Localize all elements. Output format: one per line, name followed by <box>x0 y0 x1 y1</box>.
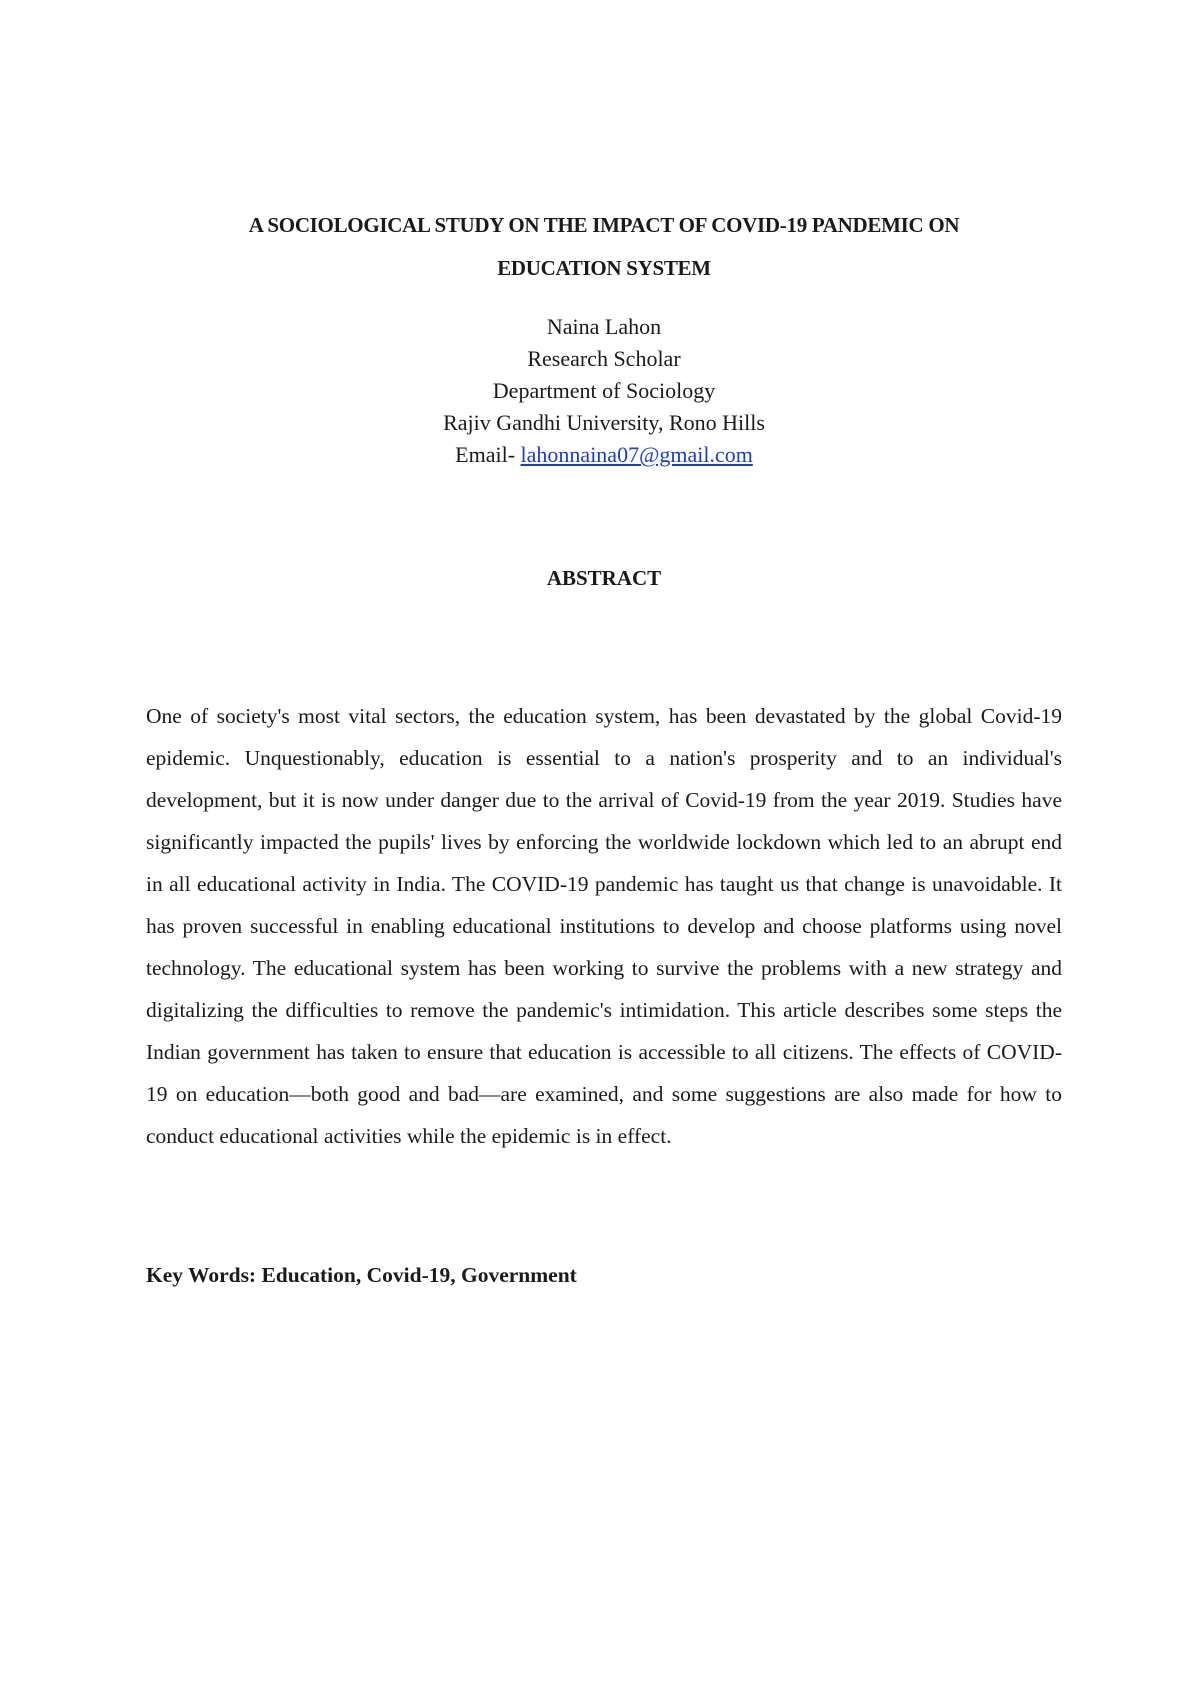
author-position: Research Scholar <box>527 346 681 371</box>
paper-title-line-2: EDUCATION SYSTEM <box>497 256 711 280</box>
abstract-body: One of society's most vital sectors, the education system, has been devastated by the global Covid-19 epidemic. Unquestionably, education is essential to a nation's prosperity and to an individual's development, but it is now under danger due to the arrival of Covid-19 from the year 2019. Studies have significantly impacted the pupils' lives by enforcing the worldwide lockdown which led to an abrupt end in all educational activity in India. The COVID-19 pandemic has taught us that change is unavoidable. It has proven successful in enabling educational institutions to develop and choose platforms using novel technology. The educational system has been working to survive the problems with a new strategy and digitalizing the difficulties to remove the pandemic's intimidation. This article describes some steps the Indian government has taken to ensure that education is accessible to all citizens. The effects of COVID-19 on education—both good and bad—are examined, and some suggestions are also made for how to conduct educational activities while the epidemic is in effect. <box>146 704 1062 1148</box>
abstract-heading: ABSTRACT <box>546 566 662 590</box>
author-department: Department of Sociology <box>492 378 716 403</box>
author-email-line <box>146 439 1062 471</box>
email-link[interactable]: lahonnaina07@gmail.com <box>520 442 753 467</box>
paper-title-line-1: A SOCIOLOGICAL STUDY ON THE IMPACT OF COVID-19 PANDEMIC ON <box>248 213 960 237</box>
author-block <box>146 311 1062 471</box>
author-institution: Rajiv Gandhi University, Rono Hills <box>443 410 765 435</box>
author-name: Naina Lahon <box>546 314 662 339</box>
paper-title <box>146 204 1062 290</box>
email-label: Email- <box>455 442 521 467</box>
keywords: Key Words: Education, Covid-19, Government <box>146 1263 577 1287</box>
